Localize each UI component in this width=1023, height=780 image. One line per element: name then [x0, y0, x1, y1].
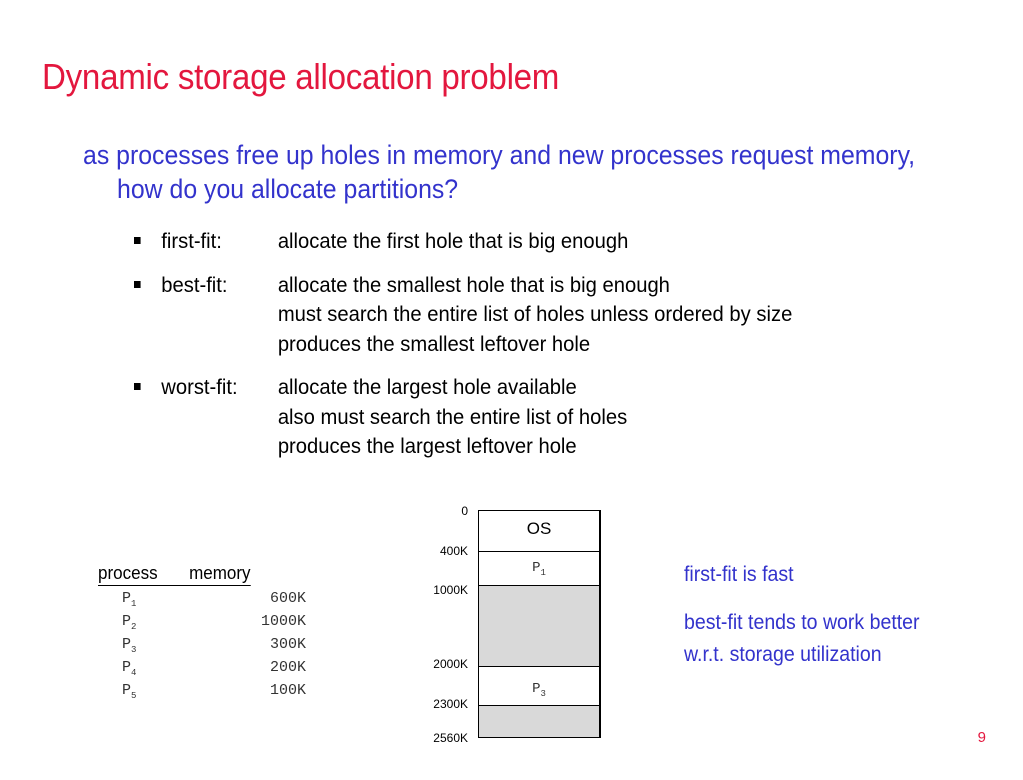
- table-header: [98, 562, 251, 586]
- process-subscript: 5: [131, 691, 137, 701]
- hole-segment: [479, 585, 599, 666]
- os-label: OS: [526, 519, 552, 538]
- process-name: P: [122, 613, 132, 630]
- os-segment: [479, 511, 599, 551]
- segment-process-name: P: [532, 681, 541, 697]
- bullet-line: produces the smallest leftover hole: [277, 331, 591, 356]
- hole-segment: [479, 705, 599, 737]
- bullet-term: first-fit:: [161, 229, 222, 253]
- header-process: process: [98, 562, 158, 583]
- note-best-fit: [684, 607, 920, 671]
- table-row: [98, 590, 307, 613]
- allocation-strategies-list: [134, 227, 792, 476]
- segment-process-subscript: 1: [540, 567, 546, 578]
- process-name: P: [122, 682, 132, 699]
- table-row: [98, 682, 307, 705]
- bullet-line: also must search the entire list of holes: [277, 404, 628, 429]
- square-bullet-icon: [134, 383, 141, 390]
- page-number: 9: [977, 729, 986, 746]
- p3-segment: [479, 666, 599, 705]
- table-row: [98, 636, 307, 659]
- square-bullet-icon: [134, 281, 141, 288]
- process-subscript: 1: [131, 599, 137, 609]
- process-memory: 1000K: [261, 613, 307, 630]
- table-row: [98, 613, 307, 636]
- slide-title: Dynamic storage allocation problem: [42, 56, 560, 97]
- process-table: [98, 562, 307, 701]
- process-name: P: [122, 590, 132, 607]
- process-name: P: [122, 636, 132, 653]
- intro-line-1: as processes free up holes in memory and new processes request memory,: [83, 140, 916, 170]
- bullet-line: must search the entire list of holes unless ordered by size: [277, 302, 793, 326]
- intro-line-2: how do you allocate partitions?: [117, 174, 459, 204]
- address-label: 1000K: [433, 583, 468, 597]
- memory-map: [478, 510, 601, 738]
- bullet-line: allocate the smallest hole that is big enough: [277, 272, 670, 297]
- header-memory: memory: [189, 562, 251, 583]
- process-memory: 100K: [270, 682, 307, 699]
- square-bullet-icon: [134, 237, 141, 244]
- list-item-worst-fit: [134, 373, 792, 462]
- p1-segment: [479, 551, 599, 585]
- list-item-best-fit: [134, 271, 792, 360]
- bullet-term: best-fit:: [161, 272, 228, 297]
- segment-process-name: P: [532, 560, 541, 576]
- process-memory: 600K: [270, 590, 307, 607]
- bullet-line: produces the largest leftover hole: [277, 434, 577, 458]
- address-label: 2560K: [433, 731, 468, 745]
- process-memory: 200K: [270, 659, 307, 676]
- address-label: 2300K: [433, 697, 468, 711]
- address-label: 0: [461, 504, 468, 518]
- bullet-line: allocate the largest hole available: [277, 375, 577, 399]
- process-subscript: 4: [131, 668, 137, 678]
- intro-text: [83, 138, 929, 206]
- process-subscript: 3: [131, 645, 137, 655]
- bullet-term: worst-fit:: [161, 375, 238, 399]
- list-item-first-fit: [134, 227, 792, 257]
- address-label: 400K: [439, 544, 468, 558]
- table-row: [98, 659, 307, 682]
- segment-process-subscript: 3: [540, 688, 546, 699]
- process-memory: 300K: [270, 636, 307, 653]
- process-subscript: 2: [131, 622, 137, 632]
- address-label: 2000K: [433, 657, 468, 671]
- note-line: w.r.t. storage utilization: [684, 643, 882, 666]
- bullet-line: allocate the first hole that is big enough: [277, 229, 629, 253]
- process-name: P: [122, 659, 132, 676]
- note-line: best-fit tends to work better: [684, 611, 920, 634]
- note-first-fit: first-fit is fast: [684, 563, 794, 586]
